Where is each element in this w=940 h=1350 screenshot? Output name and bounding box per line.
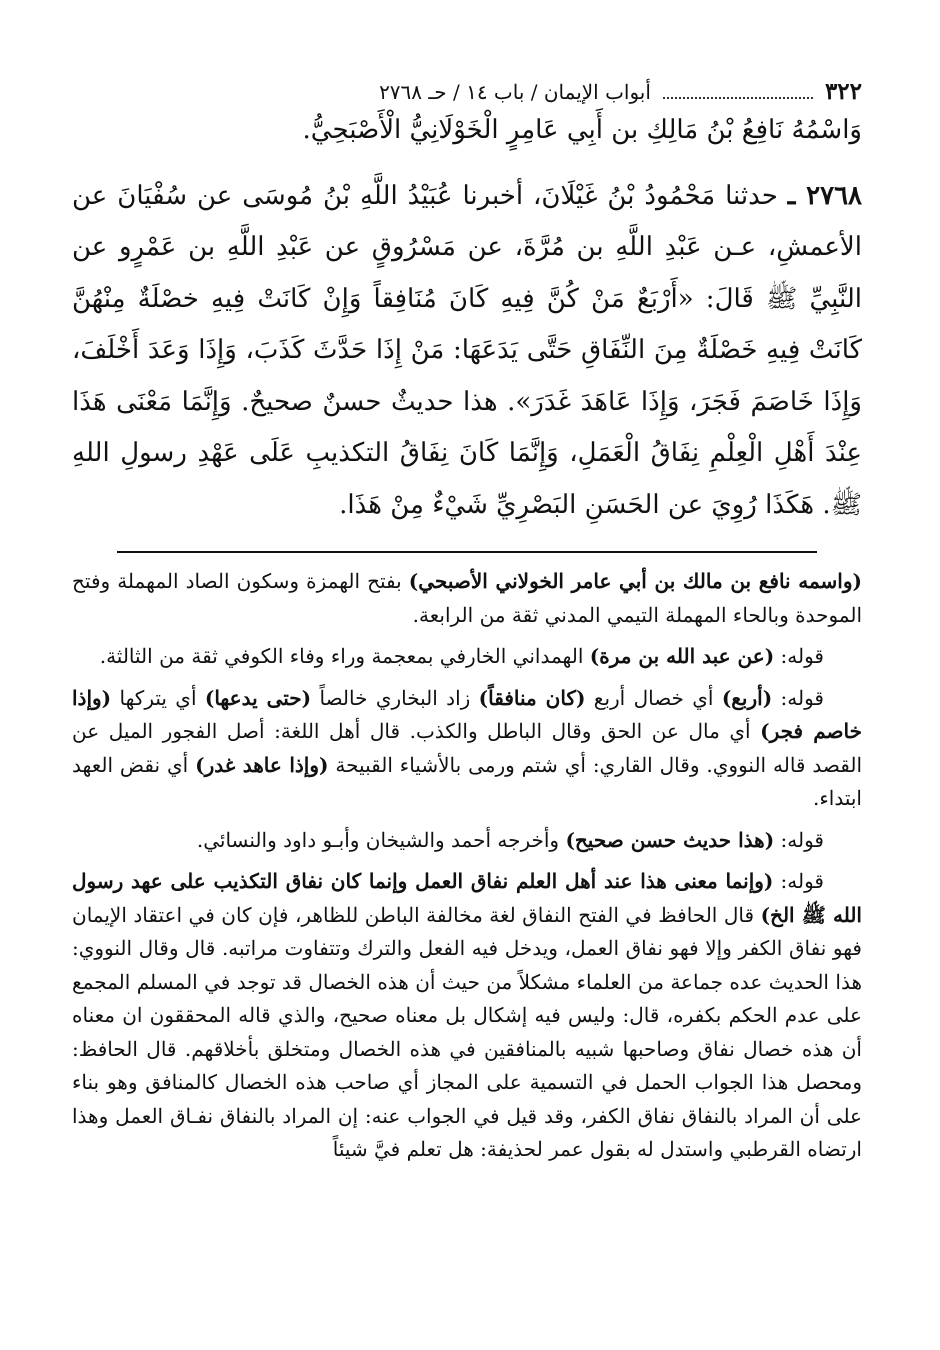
hadith-number: ٢٧٦٨ ـ [787,180,862,211]
page-header [72,78,862,105]
page-number: ٣٢٢ [824,78,862,105]
header-dot-leader [663,96,813,99]
commentary-3-bold-1: (أربع) [721,685,773,710]
running-title: أبواب الإيمان / باب ١٤ / حـ ٢٧٦٨ [379,80,651,104]
narrator-name-line: وَاسْمُهُ نَافِعُ بْنُ مَالِكِ بن أَبِي عَامِرٍ الْخَوْلَانِيُّ الْأَصْبَحِيُّ. [302,115,862,145]
commentary-4-prefix: قوله: [774,827,824,852]
commentary-3-text-5: أي نقض العهد ابتداء. [72,752,862,810]
commentary-2-prefix: قوله: [774,644,824,668]
main-text [72,105,862,531]
commentary-2-bold: (عن عبد الله بن مرة) [589,644,775,668]
commentary-5-prefix: قوله: [773,869,824,893]
commentary-5-text: قال الحافظ في الفتح النفاق لغة مخالفة الباطن للظاهر، فإن كان في اعتقاد الإيمان فهو نفاق الكفر وإلا فهو نفاق العمل، ويدخل فيه الفعل والترك وتتفاوت مراتبه. قال وقال النووي: هذا الحديث عده جماعة من العلماء مشكلاً من حيث أن هذه الخصال قد توجد في المسلم المجمع على عدم الحكم بكفره، قال: وليس فيه إشكال بل معناه صحيح، والذي قاله المحققون ان معناه أن هذه خصال نفاق وصاحبها شبيه بالمنافقين في هذه الخصال ومتخلق بأخلاقهم. قال الحافظ: ومحصل هذا الجواب الحمل في التسمية على المجاز أي صاحب هذه الخصال كالمنافق وهو بناء على أن المراد بالنفاق نفاق الكفر، وقد قيل في الجواب عنه: إن المراد بالنفاق نفـاق العمل وهذا ارتضاه القرطبي واستدل له بقول عمر لحذيفة: هل تعلم فيَّ شيئاً [72,902,862,1161]
commentary-4-bold: (هذا حديث حسن صحيح) [565,827,775,852]
commentary-paragraph-4 [72,824,862,858]
commentary-3-bold-5: (وإذا عاهد غدر) [195,752,329,777]
book-page [72,78,862,1175]
commentary-3-bold-3: (حتى يدعها) [204,685,312,710]
commentary-3-prefix: قوله: [772,685,824,710]
commentary-3-text-4: أي مال عن الحق وقال الباطل والكذب. قال أهل اللغة: أصل الفجور الميل عن القصد قاله النووي. وقال القاري: أي شتم ورمى بالأشياء القبيحة [72,719,863,777]
commentary-4-text: وأخرجه أحمد والشيخان وأبـو داود والنسائي. [196,827,566,852]
commentary-3-text-2: زاد البخاري خالصاً [311,685,479,710]
commentary-3-bold-2: (كان منافقاً) [478,685,586,710]
footnote-divider [117,551,817,553]
commentary-1-text: بفتح الهمزة وسكون الصاد المهملة وفتح الموحدة وبالحاء المهملة التيمي المدني ثقة من الرابعة. [72,569,862,627]
commentary-3-text-3: أي يتركها [111,685,205,710]
commentary-3-bold-4: (وإذا خاصم فجر) [72,685,863,743]
commentary-paragraph-5 [72,865,862,1167]
commentary [72,565,862,1167]
commentary-paragraph-1 [72,565,862,632]
hadith-text: حدثنا مَحْمُودُ بْنُ غَيْلَانَ، أخبرنا عُبَيْدُ اللَّهِ بْنُ مُوسَى عن سُفْيَانَ عن الأعمشِ، عـن عَبْدِ اللَّهِ بن مُرَّةَ، عن مَسْرُوقٍ عن عَبْدِ اللَّهِ بن عَمْرٍو عن النَّبِيِّ ﷺ قَالَ: «أَرْبَعٌ مَنْ كُنَّ فِيهِ كَانَ مُنَافِقاً وَإِنْ كَانَتْ فِيهِ خصْلَةٌ مِنْهُنَّ كَانَتْ فِيهِ خَصْلَةٌ مِنَ النِّفَاقِ حَتَّى يَدَعَهَا: مَنْ إِذَا حَدَّثَ كَذَبَ، وَإِذَا وَعَدَ أَخْلَفَ، وَإِذَا خَاصَمَ فَجَرَ، وَإِذَا عَاهَدَ غَدَرَ». هذا حديثٌ حسنٌ صحيحٌ. وَإِنَّمَا مَعْنَى هَذَا عِنْدَ أَهْلِ الْعِلْمِ نِفَاقُ الْعَمَلِ، وَإِنَّمَا كَانَ نِفَاقُ التكذيبِ عَلَى عَهْدِ رسولِ اللهِ ﷺ. هَكَذَا رُوِيَ عن الحَسَنِ البَصْرِيِّ شَيْءٌ مِنْ هَذَا. [72,180,862,520]
commentary-paragraph-3 [72,682,862,816]
hadith-paragraph [72,171,862,532]
commentary-paragraph-2 [72,640,862,674]
commentary-2-text: الهمداني الخارفي بمعجمة وراء وفاء الكوفي ثقة من الثالثة. [99,644,590,668]
commentary-1-bold: (واسمه نافع بن مالك بن أبي عامر الخولاني الأصبحي) [408,569,862,593]
commentary-3-text-1: أي خصال أربع [585,685,722,710]
commentary-5-bold: (وإنما معنى هذا عند أهل العلم نفاق العمل وإنما كان نفاق التكذيب على عهد رسول الله ﷺ الخ) [72,869,862,927]
